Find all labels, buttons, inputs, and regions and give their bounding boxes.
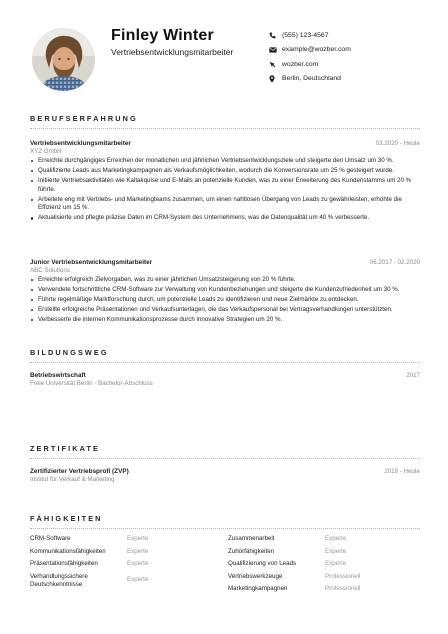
skill-name: Präsentationsfähigkeiten [30, 560, 98, 568]
job-title: Vertriebsentwicklungsmitarbeiter [30, 140, 131, 147]
section-divider [30, 458, 420, 459]
location-pin-icon [269, 74, 281, 84]
job-entry [30, 140, 420, 224]
skill-row [228, 546, 420, 559]
bullet-item: Arbeitete eng mit Vertriebs- und Marketingteams zusammen, um einen nahtlosen Übergang von Leads zu gewährleisten, erhöhte die Effizienz um 15 %. [30, 196, 420, 213]
skill-row [30, 571, 225, 589]
section-divider [30, 528, 420, 529]
profile-photo [32, 28, 95, 91]
skill-row [30, 558, 225, 571]
skills-column-left [30, 533, 225, 589]
education-date: 2017 [406, 372, 420, 379]
school-name: Freie Universität Berlin · Bachelor-Abschluss [30, 380, 153, 387]
resume-header [0, 0, 448, 112]
skill-name: Kommunikationsfähigkeiten [30, 547, 106, 555]
skill-name: Marketingkampagnen [228, 585, 288, 593]
bullet-item: Verwendete fortschrittliche CRM-Software zur Verwaltung von Kundenbeziehungen und steigerte die Kundenzufriedenheit um 30 %. [30, 286, 420, 295]
job-title: Junior Vertriebsentwicklungsmitarbeiter [30, 259, 153, 266]
skill-name: Zuhörfähigkeiten [228, 547, 275, 555]
contact-phone [269, 28, 429, 42]
bullet-item: Erreichte durchgängiges Erreichen der monatlichen und jährlichen Vertriebsentwicklungsziele und steigerte den Umsatz um 30 %. [30, 157, 420, 166]
job-date: 06.2017 - 02.2020 [369, 259, 420, 266]
experience-section [30, 114, 420, 323]
job-date: 03.2020 - Heute [375, 140, 420, 147]
skill-level: Experte [325, 547, 347, 555]
candidate-name: Finley Winter [111, 27, 214, 44]
degree-name: Betriebswirtschaft [30, 372, 86, 379]
skills-column-right [228, 533, 420, 596]
contact-website [269, 57, 429, 71]
certificate-entry [30, 468, 420, 483]
skill-level: Experte [127, 535, 149, 542]
portrait-image [32, 28, 95, 91]
certificate-date: 2019 - Heute [384, 468, 420, 475]
job-company: ABC Solutions [30, 267, 70, 274]
email-text[interactable]: example@wozber.com [282, 46, 351, 53]
skill-level: Experte [325, 535, 347, 542]
section-divider [30, 128, 420, 129]
skill-name: Vertriebswerkzeuge [228, 572, 283, 580]
skill-level: Experte [127, 547, 149, 555]
skill-row [30, 533, 225, 546]
section-title-experience: BERUFSERFAHRUNG [30, 114, 138, 123]
job-bullets [30, 276, 420, 325]
bullet-item: Initiierte Vertriebsaktivitäten wie Kaltakquise und E-Mails an potenzielle Kunden, was zu einer Erweiterung des Kundenstamms um 20 % führte. [30, 177, 420, 194]
skill-row [228, 571, 420, 584]
education-entry [30, 372, 420, 387]
skills-section [30, 514, 420, 593]
skill-name: CRM-Software [30, 535, 71, 542]
link-icon [269, 59, 281, 69]
skill-level: Experte [127, 576, 149, 584]
skill-level: Experte [127, 560, 149, 568]
skill-name: Qualifizierung von Leads [228, 560, 297, 568]
contact-email [269, 43, 429, 57]
section-divider [30, 362, 420, 363]
education-section [30, 348, 420, 387]
certificate-name: Zertifizierter Vertriebsprofi (ZVP) [30, 468, 129, 475]
email-icon [269, 45, 281, 55]
contact-list [269, 28, 429, 86]
skill-row [228, 533, 420, 546]
job-bullets [30, 157, 420, 223]
candidate-title: Vertriebsentwicklungsmitarbeiter [111, 47, 234, 57]
skill-row [30, 546, 225, 559]
skill-level: Experte [325, 560, 347, 568]
skill-name: Zusammenarbeit [228, 535, 275, 542]
job-entry [30, 259, 420, 326]
skill-row [228, 583, 420, 596]
website-text[interactable]: wozber.com [282, 60, 319, 68]
bullet-item: Führte regelmäßige Marktforschung durch, um potenzielle Leads zu identifizieren und neue Zielmärkte zu entdecken. [30, 296, 420, 305]
bullet-item: Erreichte erfolgreich Zielvorgaben, was zu einer jährlichen Umsatzsteigerung von 20 % führte. [30, 276, 420, 285]
skill-row [228, 558, 420, 571]
section-title-education: BILDUNGSWEG [30, 348, 109, 357]
certificates-section [30, 444, 420, 483]
bullet-item: Qualifizierte Leads aus Marketingkampagnen als Verkaufsmöglichkeiten, wodurch die Konversionsrate um 25 % gesteigert wurde. [30, 167, 420, 176]
job-company: XYZ GmbH [30, 148, 62, 155]
phone-icon [269, 30, 281, 40]
location-text: Berlin, Deutschland [282, 75, 341, 82]
skill-level: Professionell [325, 585, 361, 593]
section-title-certificates: ZERTIFIKATE [30, 444, 100, 453]
bullet-item: Aktualisierte und pflegte präzise Daten im CRM-System des Unternehmens, was die Datenqualität um 40 % verbesserte. [30, 214, 420, 223]
bullet-item: Erstellte erfolgreiche Präsentationen und Verkaufsunterlagen, die das Verkaufspersonal bei Vertragsverhandlungen unterstützten. [30, 306, 420, 315]
certificate-issuer: Institut für Verkauf & Marketing [30, 476, 115, 483]
contact-location [269, 72, 429, 86]
bullet-item: Verbesserte die internen Kommunikationsprozesse durch innovative Strategien um 20 %. [30, 316, 420, 325]
skill-level: Professionell [325, 572, 361, 580]
section-title-skills: FÄHIGKEITEN [30, 514, 103, 523]
phone-text: (555) 123-4567 [282, 31, 329, 39]
skill-name: Verhandlungssichere Deutschkenntnisse [30, 572, 88, 588]
